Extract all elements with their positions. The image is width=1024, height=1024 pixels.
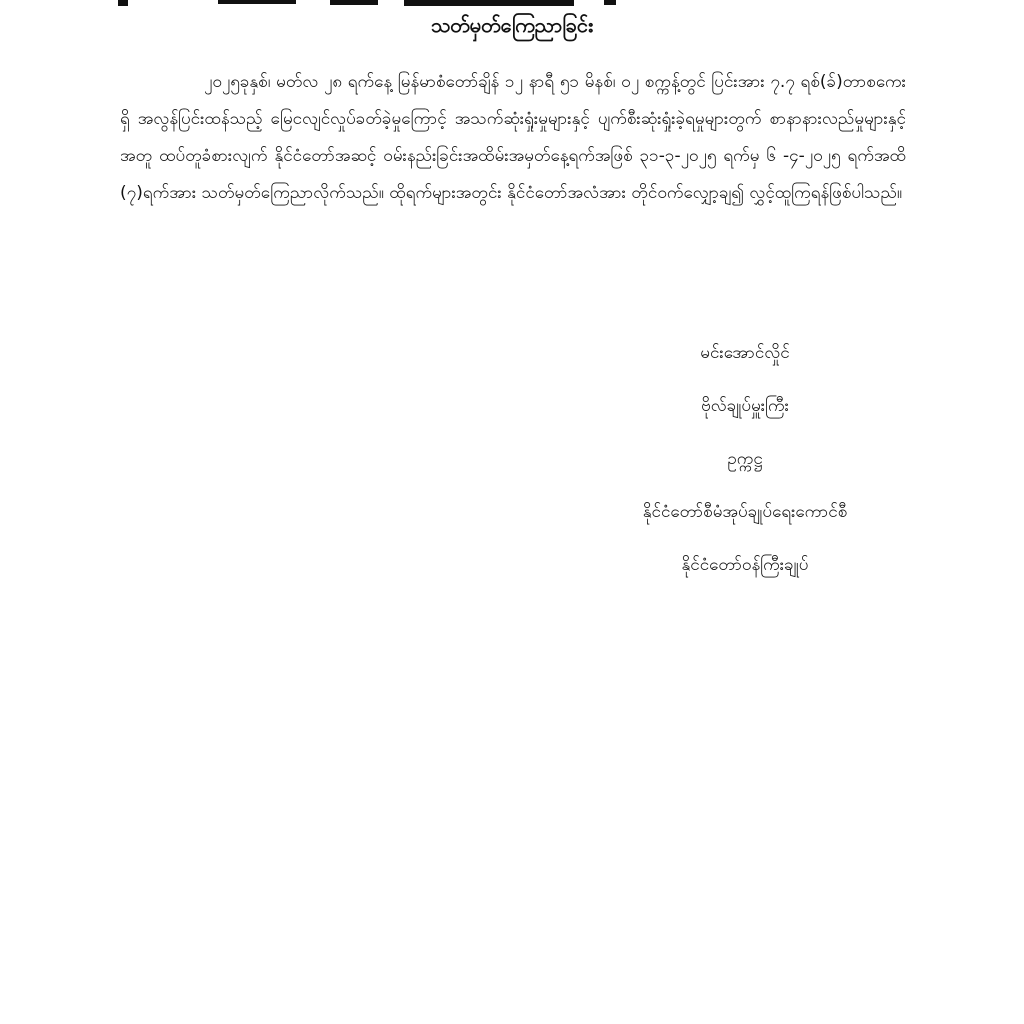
cropped-header-fragment: [604, 0, 616, 5]
document-title: သတ်မှတ်ကြေညာခြင်း: [430, 13, 594, 37]
cropped-header-fragment: [218, 0, 296, 4]
announcement-body: ၂၀၂၅ခုနှစ်၊ မတ်လ ၂၈ ရက်နေ့ မြန်မာစံတော်ချိန် ၁၂ နာရီ ၅၁ မိနစ်၊ ၀၂ စက္ကန့်တွင် ပြင်းအား ၇.၇ ရစ်(ခ်)တာစကေးရှိ အလွန်ပြင်းထန်သည့် မြေငလျင်လှုပ်ခတ်ခဲ့မှုကြောင့် အသက်ဆုံးရှုံးမှုများနှင့် ပျက်စီးဆုံးရှုံးခဲ့ရမှုများတွက် စာနာနားလည်မှုများနှင့်အတူ ထပ်တူခံစားလျက် နိုင်ငံတော်အဆင့် ဝမ်းနည်းခြင်းအထိမ်းအမှတ်နေ့ရက်အဖြစ် ၃၁-၃-၂၀၂၅ ရက်မှ ၆ -၄-၂၀၂၅ ရက်အထိ (၇)ရက်အား သတ်မှတ်ကြေညာလိုက်သည်။ ထိုရက်များအတွင်း နိုင်ငံတော်အလံအား တိုင်ဝက်လျှော့ချ၍ လွှင့်ထူကြရန်ဖြစ်ပါသည်။: [120, 72, 906, 203]
signatory-role: ဥက္ကဋ္ဌ: [727, 449, 763, 469]
signatory-office: နိုင်ငံတော်ဝန်ကြီးချုပ်: [681, 555, 809, 575]
signatory-rank: ဗိုလ်ချုပ်မှူးကြီး: [701, 396, 789, 416]
cropped-header-fragment: [404, 0, 574, 6]
signatory-council: နိုင်ငံတော်စီမံအုပ်ချုပ်ရေးကောင်စီ: [642, 502, 848, 522]
cropped-header-fragment: [330, 0, 378, 5]
cropped-header-fragment: [118, 0, 128, 6]
signature-block: [560, 340, 930, 605]
signatory-name: မင်းအောင်လှိုင်: [700, 343, 790, 363]
